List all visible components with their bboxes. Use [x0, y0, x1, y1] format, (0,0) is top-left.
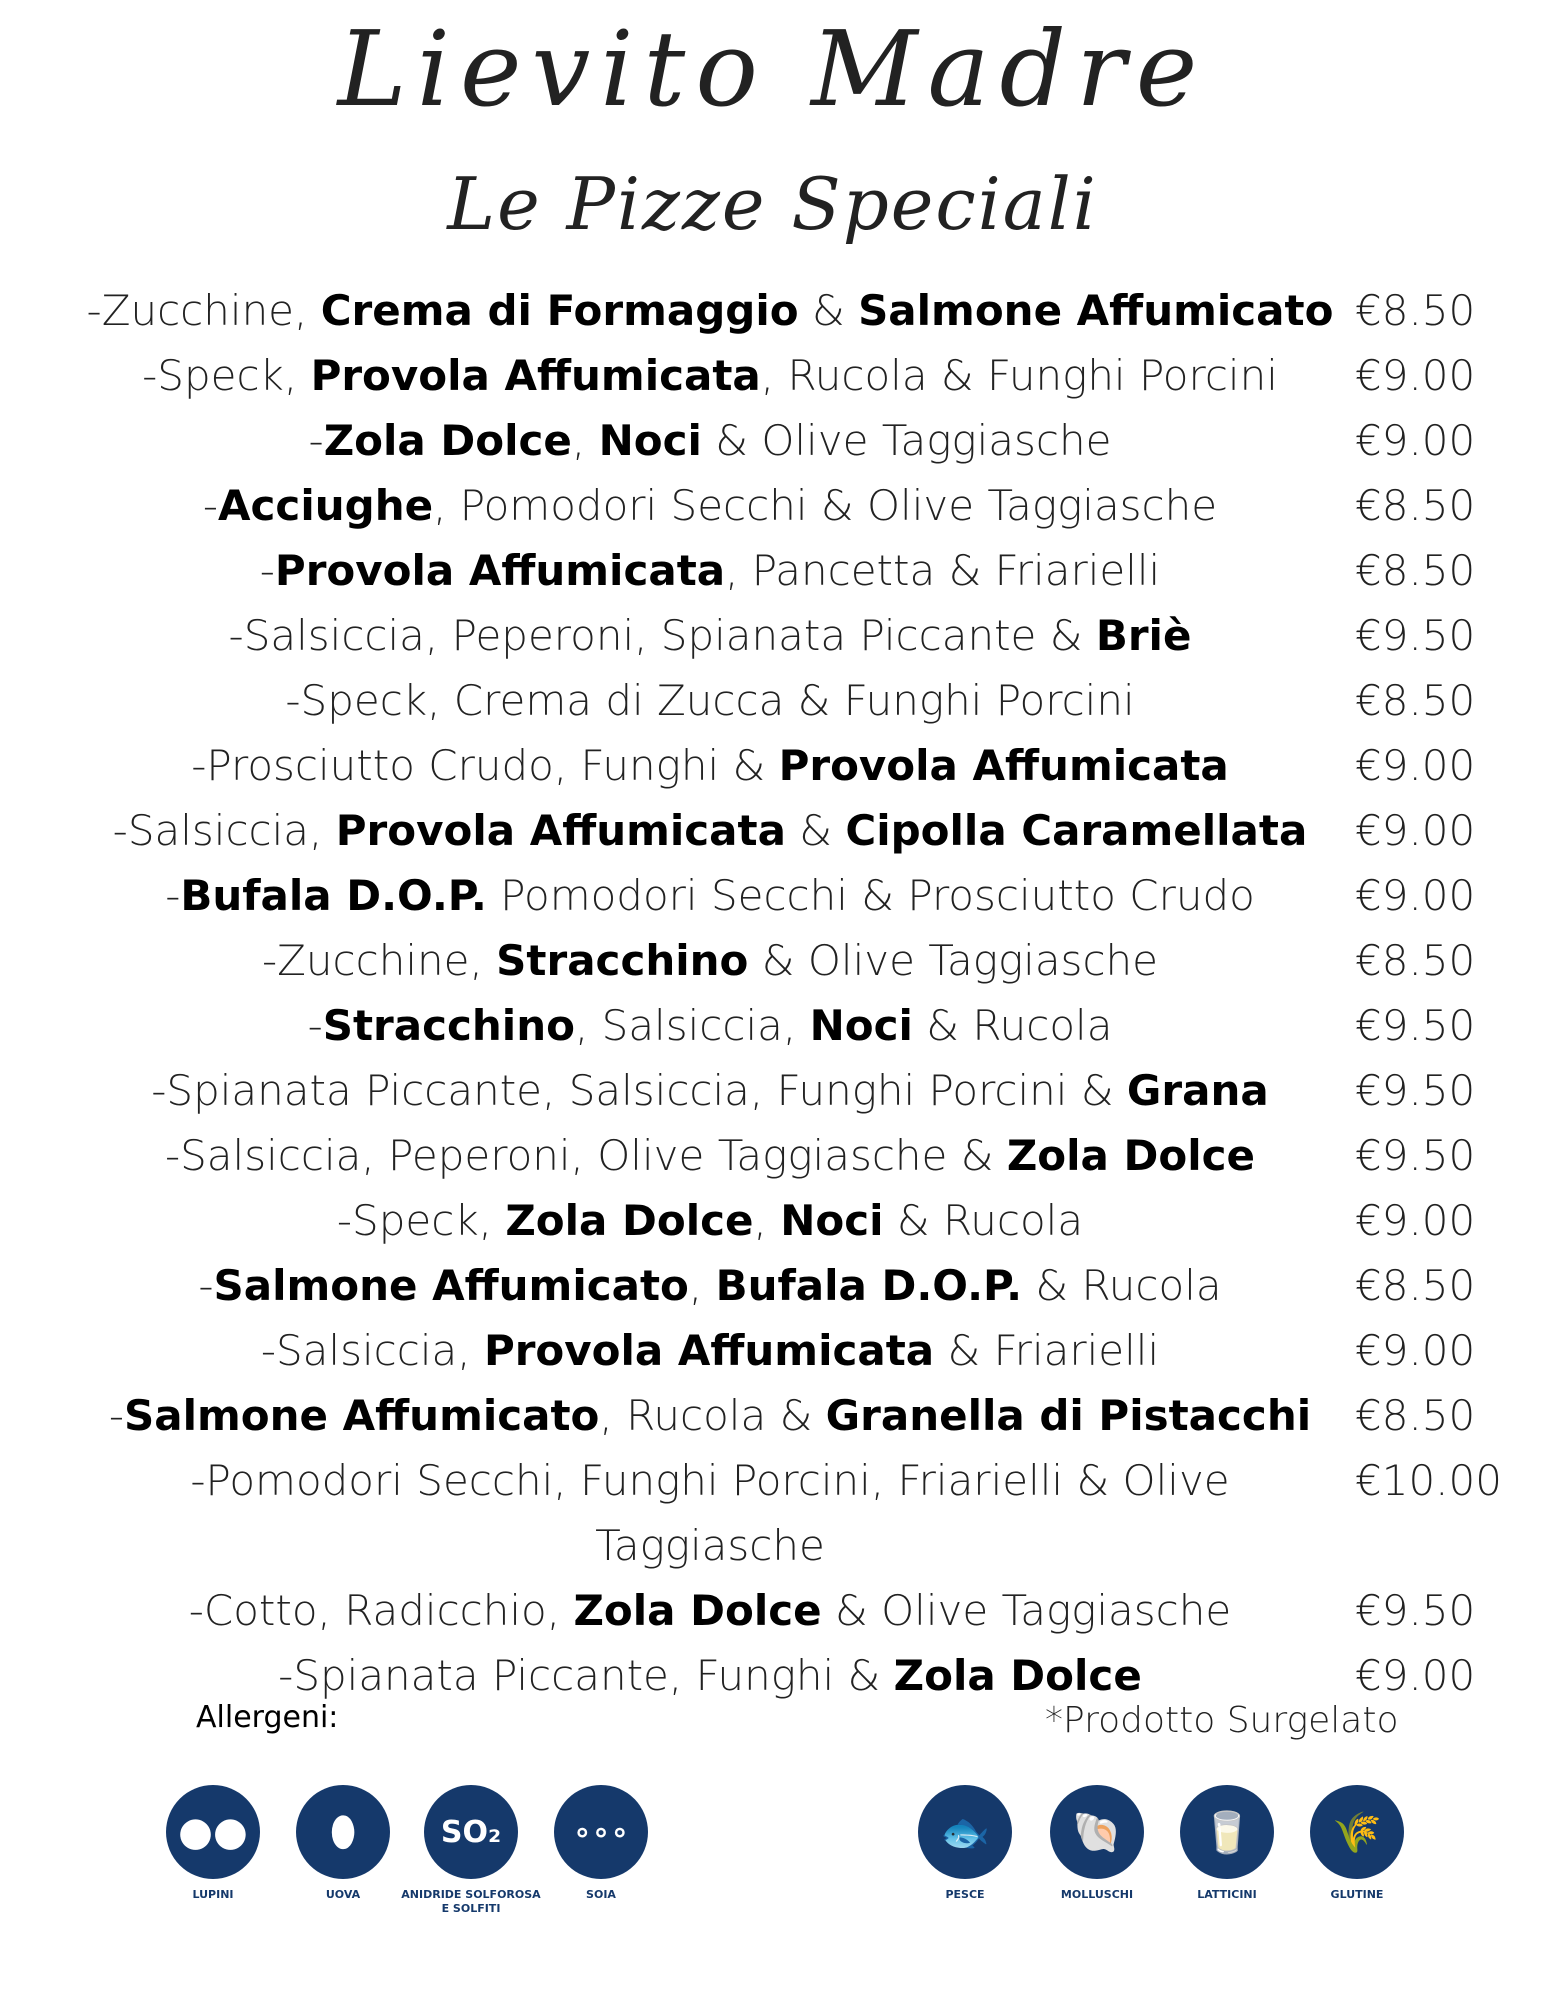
menu-item — [0, 1643, 1545, 1708]
menu-item-price: €8.50 — [1355, 286, 1476, 335]
menu-item-description — [60, 1253, 1360, 1318]
menu-item-price: €8.50 — [1355, 481, 1476, 530]
ingredient-text: Pomodori Secchi & Prosciutto Crudo — [486, 871, 1255, 920]
menu-item-description — [160, 1448, 1260, 1578]
ingredient-text: , — [571, 416, 599, 465]
menu-item — [0, 1578, 1545, 1643]
ingredient-highlight: Salmone Affumicato — [213, 1261, 689, 1310]
allergen-label: MOLLUSCHI — [1060, 1888, 1134, 1901]
menu-item — [0, 928, 1545, 993]
latticini-icon: 🥛 — [1180, 1785, 1274, 1879]
allergen-label: ANIDRIDE SOLFOROSA E SOLFITI — [401, 1888, 541, 1915]
page-subtitle: Le Pizze Speciali — [447, 162, 1098, 246]
ingredient-text: & Rucola — [883, 1196, 1084, 1245]
glutine-icon: 🌾 — [1310, 1785, 1404, 1879]
ingredient-highlight: Zola Dolce — [893, 1651, 1142, 1700]
menu-item-description — [60, 278, 1360, 343]
allergen-label: LUPINI — [192, 1888, 234, 1901]
menu-item-price: €9.00 — [1355, 1651, 1476, 1700]
menu-item — [0, 603, 1545, 668]
menu-item-price: €8.50 — [1355, 676, 1476, 725]
menu-item-description — [60, 538, 1360, 603]
menu-item — [0, 1253, 1545, 1318]
menu-item — [0, 1448, 1545, 1578]
ingredient-text: - — [307, 1001, 323, 1050]
ingredient-text: -Pomodori Secchi, Funghi Porcini, Friarielli & Olive Taggiasche — [190, 1456, 1230, 1570]
menu-item-price: €9.00 — [1355, 1196, 1476, 1245]
ingredient-highlight: Salmone Affumicato — [858, 286, 1334, 335]
ingredient-text: - — [165, 871, 181, 920]
menu-item — [0, 278, 1545, 343]
ingredient-text: , Salsiccia, — [574, 1001, 810, 1050]
ingredient-highlight: Zola Dolce — [505, 1196, 754, 1245]
allergen-label: UOVA — [325, 1888, 361, 1901]
menu-item-price: €8.50 — [1355, 936, 1476, 985]
menu-item — [0, 343, 1545, 408]
ingredient-highlight: Provola Affumicata — [335, 806, 786, 855]
menu-item-price: €9.00 — [1355, 351, 1476, 400]
uova-icon: ⬮ — [296, 1785, 390, 1879]
molluschi-icon: 🐚 — [1050, 1785, 1144, 1879]
ingredient-text: & Olive Taggiasche — [748, 936, 1158, 985]
menu-item-description — [60, 928, 1360, 993]
menu-item-price: €9.00 — [1355, 416, 1476, 465]
menu-item-price: €10.00 — [1355, 1456, 1502, 1505]
ingredient-highlight: Briè — [1095, 611, 1192, 660]
menu-list — [0, 278, 1545, 1708]
ingredient-text: -Salsiccia, — [260, 1326, 484, 1375]
ingredient-text: , Rucola & — [599, 1391, 826, 1440]
ingredient-highlight: Grana — [1126, 1066, 1269, 1115]
menu-item-price: €9.00 — [1355, 1326, 1476, 1375]
ingredient-text: -Spianata Piccante, Funghi & — [278, 1651, 894, 1700]
ingredient-text: , Pancetta & Friarielli — [725, 546, 1161, 595]
ingredient-highlight: Bufala D.O.P. — [715, 1261, 1023, 1310]
ingredient-highlight: Salmone Affumicato — [124, 1391, 600, 1440]
soia-icon: ∘∘∘ — [554, 1785, 648, 1879]
menu-item — [0, 733, 1545, 798]
menu-item-price: €9.50 — [1355, 1066, 1476, 1115]
ingredient-highlight: Zola Dolce — [323, 416, 572, 465]
menu-item-price: €9.50 — [1355, 1586, 1476, 1635]
menu-item-price: €9.50 — [1355, 1001, 1476, 1050]
menu-item — [0, 668, 1545, 733]
menu-item — [0, 1383, 1545, 1448]
ingredient-text: & Friarielli — [934, 1326, 1160, 1375]
frozen-note: *Prodotto Surgelato — [1045, 1700, 1399, 1741]
menu-item-description — [60, 798, 1360, 863]
ingredient-highlight: Provola Affumicata — [483, 1326, 935, 1375]
menu-item-description — [60, 993, 1360, 1058]
menu-item-description — [60, 473, 1360, 538]
menu-item-description — [60, 1643, 1360, 1708]
ingredient-text: & Rucola — [912, 1001, 1113, 1050]
menu-item-description — [60, 1058, 1360, 1123]
ingredient-text: & Olive Taggiasche — [701, 416, 1112, 465]
ingredient-highlight: Provola Affumicata — [310, 351, 761, 400]
ingredient-highlight: Stracchino — [322, 1001, 575, 1050]
ingredient-text: -Zucchine, — [86, 286, 321, 335]
ingredient-text: & Rucola — [1022, 1261, 1222, 1310]
ingredient-highlight: Acciughe — [218, 481, 434, 530]
menu-item — [0, 993, 1545, 1058]
ingredient-highlight: Stracchino — [496, 936, 749, 985]
ingredient-text: & — [798, 286, 859, 335]
ingredient-highlight: Cipolla Caramellata — [845, 806, 1308, 855]
menu-item-description — [60, 603, 1360, 668]
allergen-label: SOIA — [586, 1888, 616, 1901]
menu-item-description — [60, 1188, 1360, 1253]
ingredient-text: , Pomodori Secchi & Olive Taggiasche — [433, 481, 1218, 530]
menu-item-description — [60, 408, 1360, 473]
ingredient-highlight: Noci — [809, 1001, 913, 1050]
ingredient-text: -Speck, — [142, 351, 311, 400]
menu-item-description — [60, 1123, 1360, 1188]
menu-item-description — [60, 1318, 1360, 1383]
menu-item — [0, 1123, 1545, 1188]
menu-item-price: €9.00 — [1355, 741, 1476, 790]
ingredient-highlight: Zola Dolce — [1006, 1131, 1256, 1180]
menu-item-price: €9.50 — [1355, 611, 1476, 660]
ingredient-text: , Rucola & Funghi Porcini — [760, 351, 1278, 400]
ingredient-highlight: Zola Dolce — [573, 1586, 822, 1635]
ingredient-highlight: Provola Affumicata — [274, 546, 726, 595]
menu-item-price: €9.00 — [1355, 806, 1476, 855]
ingredient-text: , — [688, 1261, 716, 1310]
ingredient-text: -Salsiccia, — [112, 806, 336, 855]
menu-item-description — [60, 733, 1360, 798]
menu-item — [0, 798, 1545, 863]
ingredient-text: -Cotto, Radicchio, — [188, 1586, 574, 1635]
menu-item — [0, 538, 1545, 603]
ingredient-text: & Olive Taggiasche — [821, 1586, 1232, 1635]
menu-item-description — [60, 1578, 1360, 1643]
allergen-label: PESCE — [945, 1888, 985, 1901]
menu-item — [0, 863, 1545, 928]
so2-icon: SO₂ — [424, 1785, 518, 1879]
menu-item-price: €8.50 — [1355, 1261, 1476, 1310]
ingredient-text: & — [785, 806, 846, 855]
menu-item-price: €8.50 — [1355, 546, 1476, 595]
menu-item-price: €8.50 — [1355, 1391, 1476, 1440]
ingredient-text: -Prosciutto Crudo, Funghi & — [191, 741, 779, 790]
lupini-icon: ●● — [166, 1785, 260, 1879]
ingredient-text: - — [108, 1391, 125, 1440]
page-title: Lievito Madre — [337, 8, 1208, 130]
ingredient-text: - — [259, 546, 275, 595]
menu-item — [0, 408, 1545, 473]
ingredient-highlight: Provola Affumicata — [778, 741, 1229, 790]
ingredient-highlight: Granella di Pistacchi — [825, 1391, 1312, 1440]
allergen-label: GLUTINE — [1330, 1888, 1384, 1901]
menu-item — [0, 1188, 1545, 1253]
ingredient-text: -Speck, Crema di Zucca & Funghi Porcini — [285, 676, 1135, 725]
menu-item-price: €9.50 — [1355, 1131, 1476, 1180]
ingredient-text: -Spianata Piccante, Salsiccia, Funghi Porcini & — [151, 1066, 1127, 1115]
ingredient-text: - — [308, 416, 324, 465]
ingredient-text: - — [202, 481, 219, 530]
ingredient-text: - — [198, 1261, 214, 1310]
ingredient-text: -Speck, — [336, 1196, 506, 1245]
ingredient-highlight: Noci — [598, 416, 702, 465]
ingredient-text: -Salsiccia, Peperoni, Olive Taggiasche & — [164, 1131, 1007, 1180]
ingredient-text: -Zucchine, — [261, 936, 497, 985]
menu-item-description — [60, 863, 1360, 928]
ingredient-highlight: Crema di Formaggio — [320, 286, 799, 335]
ingredient-highlight: Noci — [780, 1196, 884, 1245]
allergen-label: LATTICINI — [1197, 1888, 1257, 1901]
menu-item — [0, 473, 1545, 538]
menu-item — [0, 1058, 1545, 1123]
menu-item-description — [60, 1383, 1360, 1448]
allergens-label: Allergeni: — [196, 1700, 339, 1735]
menu-item-price: €9.00 — [1355, 871, 1476, 920]
menu-item-description — [60, 668, 1360, 733]
menu-item — [0, 1318, 1545, 1383]
ingredient-text: -Salsiccia, Peperoni, Spianata Piccante & — [228, 611, 1096, 660]
ingredient-text: , — [753, 1196, 781, 1245]
ingredient-highlight: Bufala D.O.P. — [180, 871, 487, 920]
pesce-icon: 🐟 — [918, 1785, 1012, 1879]
menu-item-description — [60, 343, 1360, 408]
